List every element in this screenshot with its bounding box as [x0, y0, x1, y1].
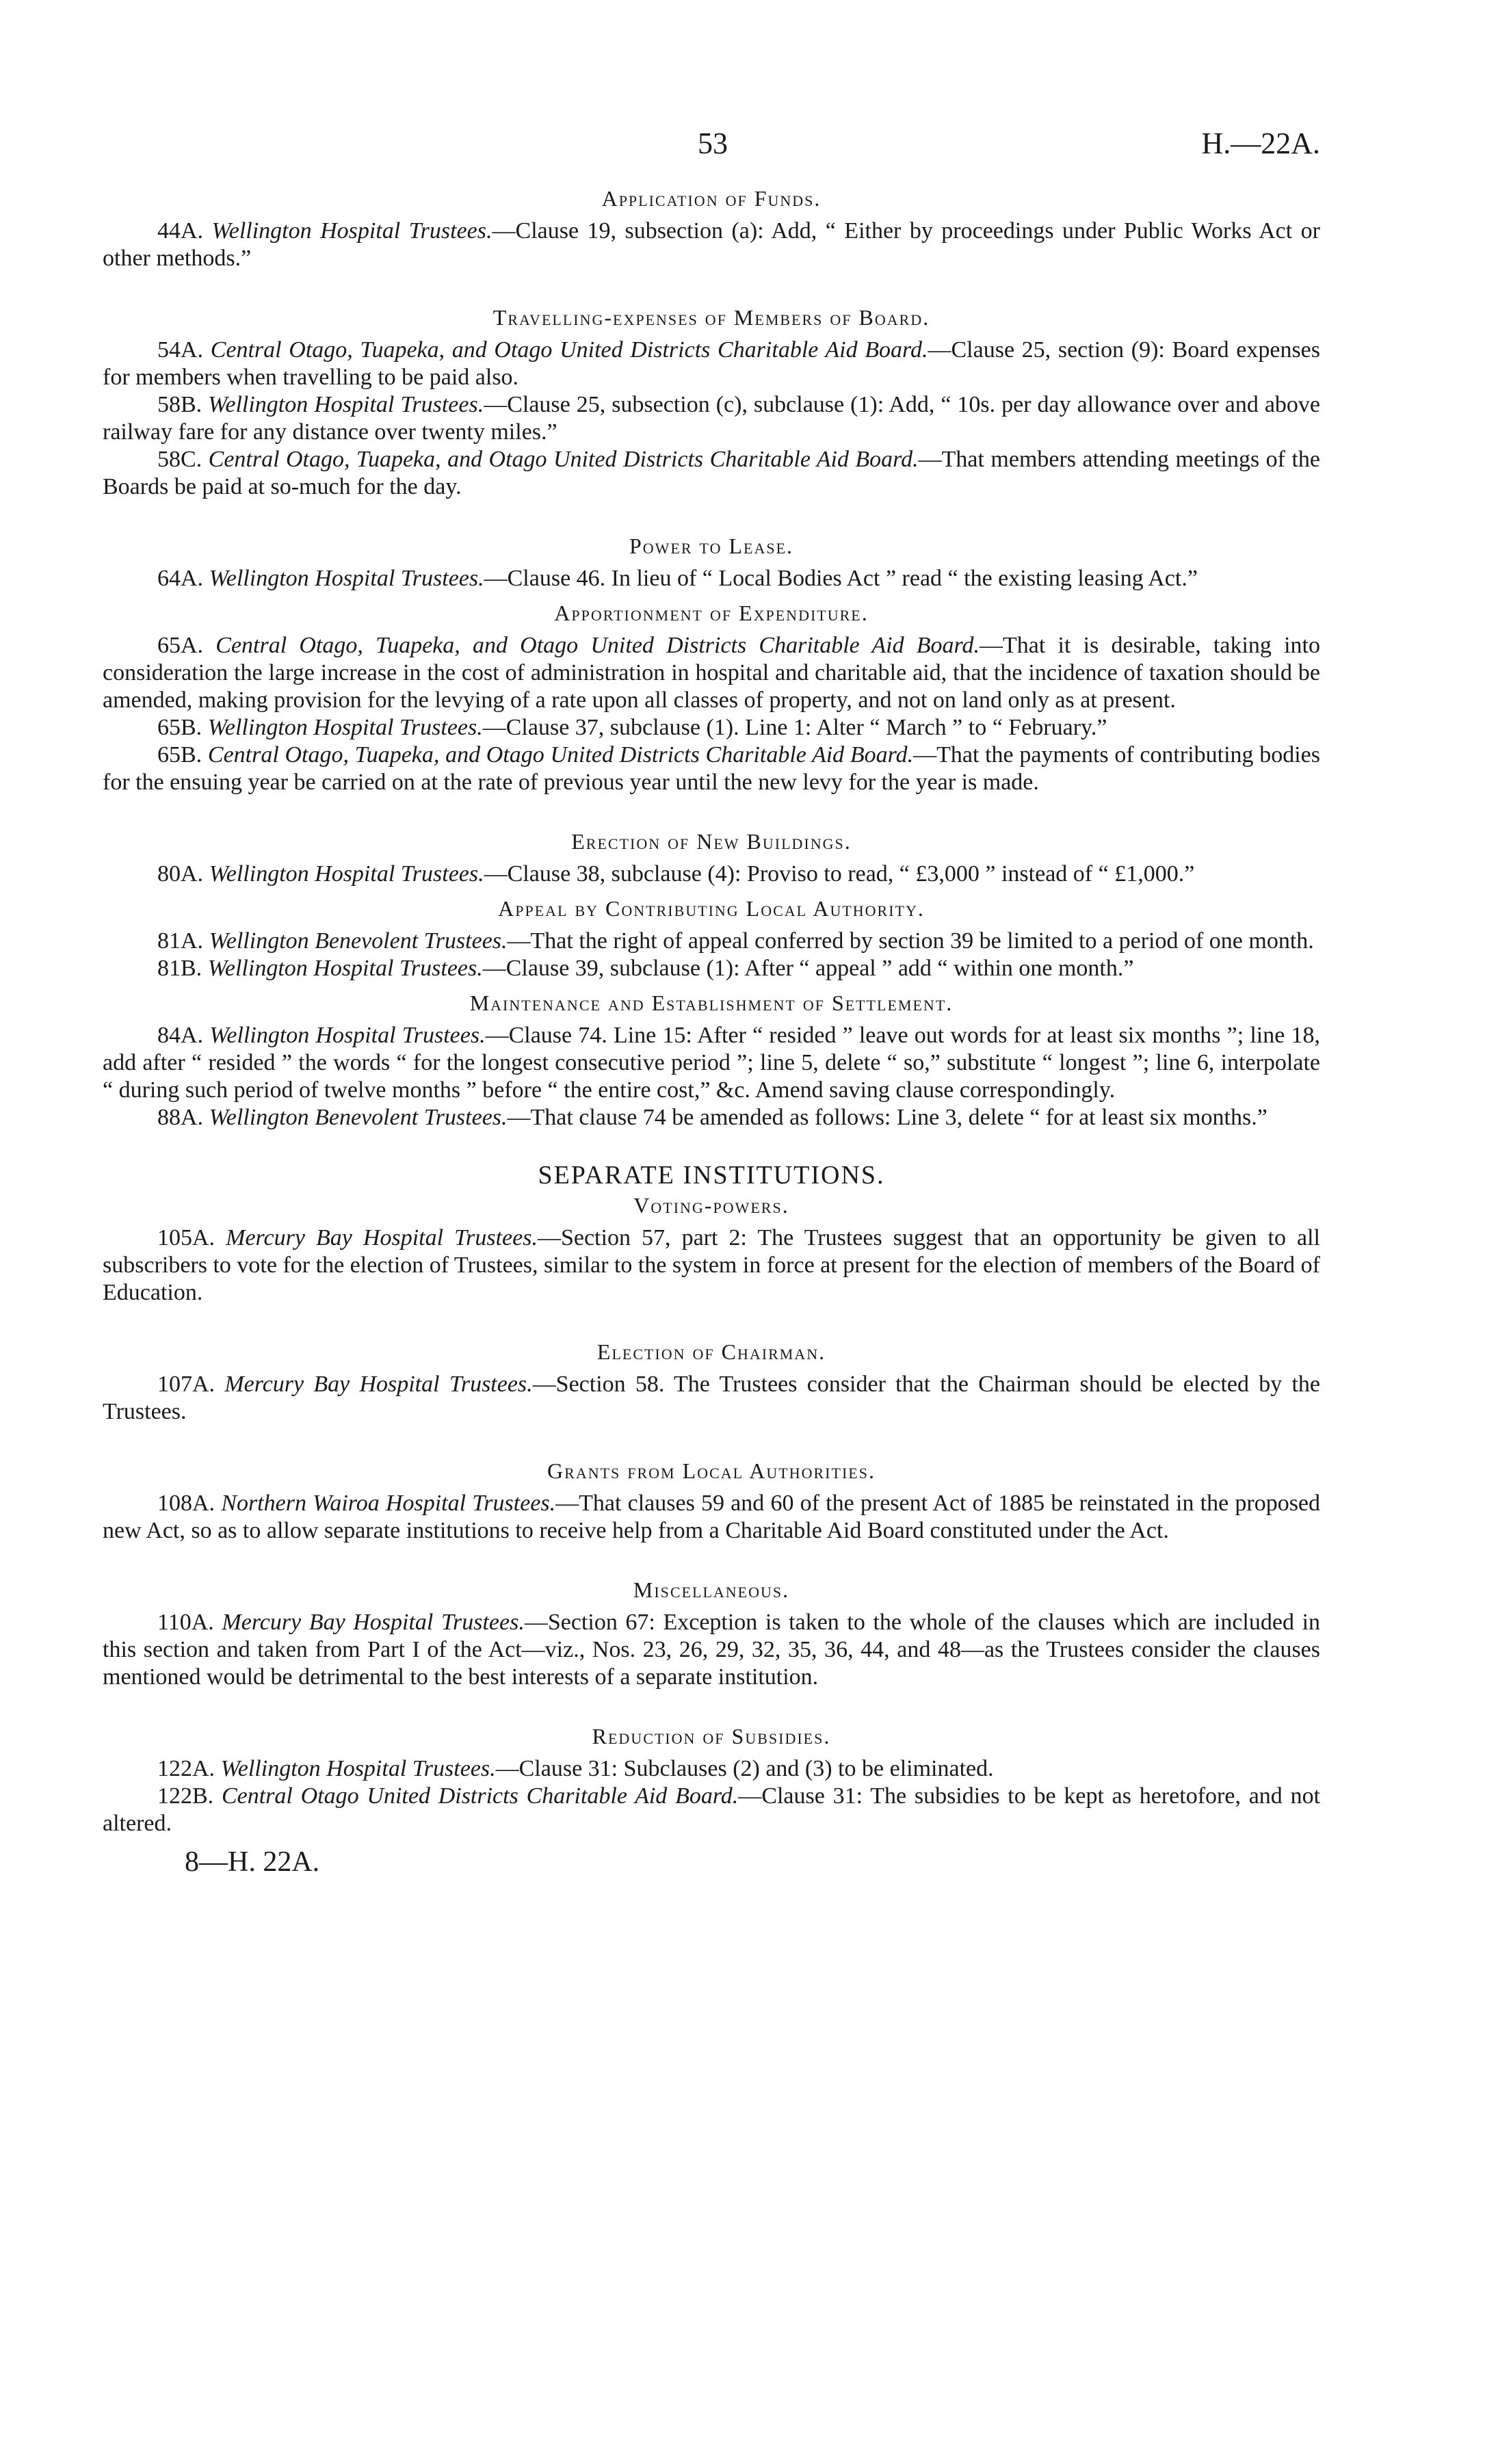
- clause-body-name: Wellington Hospital Trustees.: [209, 861, 484, 887]
- section-heading: Miscellaneous.: [633, 1577, 790, 1602]
- clause-text: —Clause 37, subclause (1). Line 1: Alter “ March ” to “ February.”: [482, 715, 1107, 740]
- clause: [103, 714, 1320, 742]
- clause-number: 88A.: [157, 1105, 204, 1130]
- clause: [103, 446, 1320, 501]
- clause: [103, 955, 1320, 982]
- clause-text: —Clause 19, subsection (a): Add, “ Either by proceedings under Public Works Act or other methods.”: [103, 218, 1321, 271]
- clause-number: 58B.: [157, 392, 202, 417]
- clause-text: —Section 67: Exception is taken to the whole of the clauses which are included in this section and taken from Part I of the Act—viz., Nos. 23, 26, 29, 32, 35, 36, 44, and 48—as the Trustees consider the clauses mentioned would be detrimental to the best interests of a separate institution.: [103, 1610, 1321, 1690]
- clause: [103, 1224, 1320, 1307]
- clause-text: —Clause 31: Subclauses (2) and (3) to be eliminated.: [495, 1756, 994, 1781]
- clause-number: 108A.: [157, 1491, 215, 1516]
- clause-text: —That clauses 59 and 60 of the present Act of 1885 be reinstated in the proposed new Act, so as to allow separate institutions to receive help from a Charitable Aid Board constituted under the Act.: [103, 1491, 1321, 1543]
- clause-text: —Clause 39, subclause (1): After “ appeal ” add “ within one month.”: [482, 956, 1134, 981]
- clause-number: 122A.: [157, 1756, 215, 1781]
- clause-text: —Section 58. The Trustees consider that the Chairman should be elected by the Trustees.: [103, 1372, 1320, 1424]
- clause: [103, 861, 1320, 888]
- clause: [103, 1104, 1320, 1131]
- clause: [103, 1022, 1320, 1104]
- section-heading: Apportionment of Expenditure.: [554, 601, 869, 625]
- clause-body-name: Wellington Hospital Trustees.: [207, 715, 483, 740]
- clause-text: —Section 57, part 2: The Trustees suggest that an opportunity be given to all subscribers to vote for the election of Trustees, similar to the system in force at present for the election of members of the Board of Education.: [103, 1225, 1321, 1305]
- clause-body-name: Mercury Bay Hospital Trustees.: [226, 1225, 538, 1250]
- clause: [103, 565, 1320, 592]
- clause-number: 81A.: [157, 928, 204, 954]
- clause-text: —That clause 74 be amended as follows: Line 3, delete “ for at least six months.”: [507, 1105, 1267, 1130]
- section-heading: Appeal by Contributing Local Authority.: [498, 896, 925, 921]
- clause-number: 54A.: [157, 337, 204, 363]
- section-heading: Reduction of Subsidies.: [592, 1724, 831, 1748]
- clause: [103, 337, 1320, 391]
- clause-number: 44A.: [157, 218, 204, 244]
- clause-text: —Clause 25, section (9): Board expenses for members when travelling to be paid also.: [103, 337, 1320, 390]
- clause-text: —That the payments of contributing bodies for the ensuing year be carried on at the rate of previous year until the new levy for the year is made.: [103, 742, 1321, 795]
- clause-body-name: Wellington Hospital Trustees.: [209, 566, 484, 591]
- clause-body-name: Wellington Hospital Trustees.: [211, 218, 492, 244]
- clause-body-name: Wellington Benevolent Trustees.: [209, 1105, 508, 1130]
- clause: [103, 1755, 1320, 1783]
- clause-number: 81B.: [157, 956, 202, 981]
- clause-number: 84A.: [157, 1023, 204, 1048]
- clause-number: 80A.: [157, 861, 204, 887]
- clause-number: 65B.: [157, 742, 202, 768]
- section-heading: Grants from Local Authorities.: [547, 1458, 876, 1483]
- clause-body-name: Central Otago, Tuapeka, and Otago United Districts Charitable Aid Board.: [215, 633, 980, 658]
- clause-text: —Clause 31: The subsidies to be kept as heretofore, and not altered.: [103, 1783, 1321, 1836]
- clause-number: 110A.: [157, 1610, 214, 1635]
- section-heading: Maintenance and Establishment of Settlement.: [469, 991, 954, 1015]
- clause-number: 65A.: [157, 633, 204, 658]
- document-page: [103, 127, 1321, 1878]
- clause-body-name: Wellington Hospital Trustees.: [220, 1756, 496, 1781]
- clause-text: —That members attending meetings of the Boards be paid at so-much for the day.: [103, 447, 1320, 499]
- clause: [103, 1490, 1320, 1545]
- section-heading: Power to Lease.: [629, 534, 794, 558]
- section-heading: Voting-powers.: [633, 1193, 789, 1218]
- section-heading: Travelling-expenses of Members of Board.: [492, 305, 930, 330]
- clause-body-name: Central Otago, Tuapeka, and Otago United Districts Charitable Aid Board.: [207, 742, 914, 768]
- clause-body-name: Wellington Hospital Trustees.: [209, 1023, 486, 1048]
- clause-number: 65B.: [157, 715, 202, 740]
- clause-body-name: Central Otago, Tuapeka, and Otago United Districts Charitable Aid Board.: [208, 447, 919, 472]
- clause-body-name: Wellington Benevolent Trustees.: [209, 928, 508, 954]
- page-number: 53: [698, 127, 728, 160]
- clause-body-name: Mercury Bay Hospital Trustees.: [224, 1372, 533, 1397]
- clause: [103, 928, 1320, 955]
- clause-number: 105A.: [157, 1225, 215, 1250]
- clause: [103, 1609, 1320, 1691]
- section-heading: Application of Funds.: [601, 186, 822, 211]
- clause-number: 122B.: [157, 1783, 214, 1809]
- clause-body-name: Northern Wairoa Hospital Trustees.: [221, 1491, 556, 1516]
- clause-text: —Clause 46. In lieu of “ Local Bodies Act ” read “ the existing leasing Act.”: [484, 566, 1198, 591]
- part-heading: SEPARATE INSTITUTIONS.: [538, 1161, 885, 1190]
- section-heading: Election of Chairman.: [596, 1339, 826, 1364]
- clause-text: —Clause 25, subsection (c), subclause (1): Add, “ 10s. per day allowance over and above railway fare for any distance over twenty miles.”: [103, 392, 1321, 445]
- clause-body-name: Mercury Bay Hospital Trustees.: [222, 1610, 525, 1635]
- clause-number: 58C.: [157, 447, 202, 472]
- clause-body-name: Wellington Hospital Trustees.: [208, 392, 484, 417]
- clause: [103, 742, 1320, 796]
- clause-text: —Clause 74. Line 15: After “ resided ” leave out words for at least six months ”; line 18, add after “ resided ” the words “ for the longest consecutive period ”; line 5, delete “ so,” substitute “ longest ”; line 6, interpolate “ during such period of twelve months ” before “ the entire cost,” &c. Amend saving clause correspondingly.: [103, 1023, 1320, 1103]
- clause-number: 64A.: [157, 566, 204, 591]
- clause-number: 107A.: [157, 1372, 215, 1397]
- clause-text: —That it is desirable, taking into consideration the large increase in the cost of administration in hospital and charitable aid, that the incidence of taxation should be amended, making provision for the levying of a rate upon all classes of property, and not on land only as at present.: [103, 633, 1320, 713]
- footer-reference: 8—H. 22A.: [185, 1846, 320, 1878]
- clause: [103, 391, 1320, 446]
- clause: [103, 1371, 1320, 1426]
- clause-body-name: Central Otago United Districts Charitable Aid Board.: [221, 1783, 739, 1809]
- clause: [103, 218, 1320, 272]
- clause-text: —That the right of appeal conferred by section 39 be limited to a period of one month.: [507, 928, 1314, 954]
- clause: [103, 1783, 1320, 1837]
- page-header: [103, 127, 1320, 178]
- section-heading: Erection of New Buildings.: [571, 829, 852, 854]
- document-reference: H.—22A.: [1201, 127, 1320, 160]
- clause-body-name: Wellington Hospital Trustees.: [207, 956, 483, 981]
- clause-text: —Clause 38, subclause (4): Proviso to read, “ £3,000 ” instead of “ £1,000.”: [484, 861, 1195, 887]
- clause-body-name: Central Otago, Tuapeka, and Otago United Districts Charitable Aid Board.: [210, 337, 928, 363]
- clause: [103, 632, 1320, 714]
